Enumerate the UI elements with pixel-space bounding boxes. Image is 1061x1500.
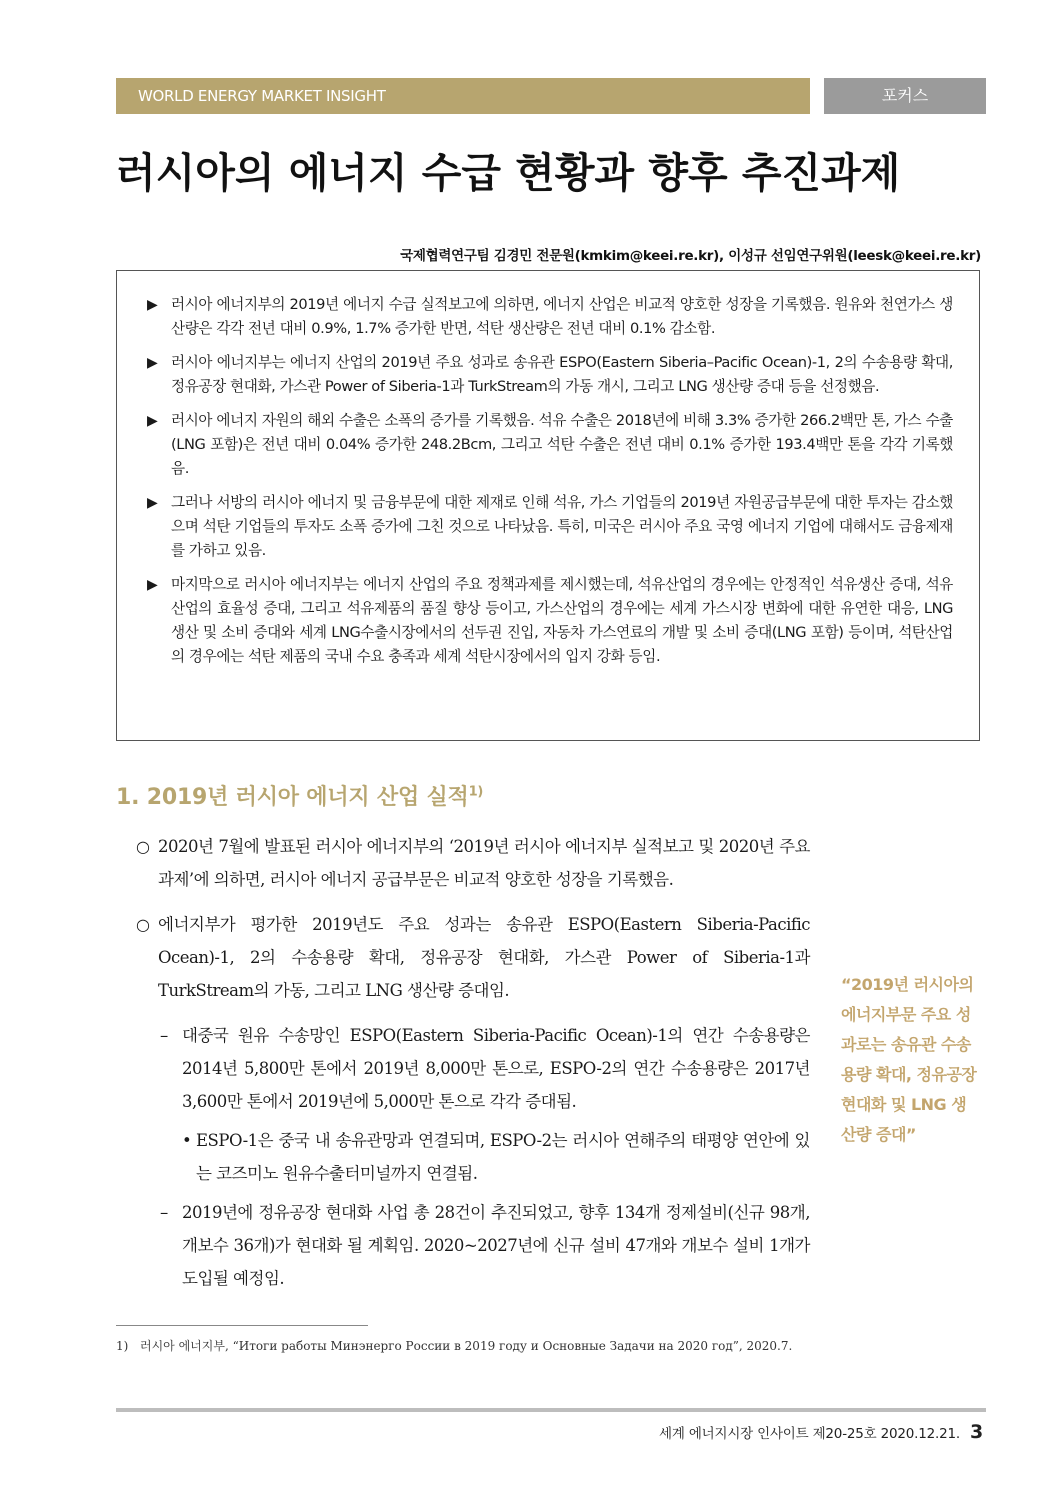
summary-item: ▶ 러시아 에너지부의 2019년 에너지 수급 실적보고에 의하면, 에너지 산업은 비교적 양호한 성장을 기록했음. 원유와 천연가스 생산량은 각각 전년 대비 0.9%, 1.7% 증가한 반면, 석탄 생산량은 전년 대비 0.1% 감소함.: [145, 293, 953, 341]
page-footer: [659, 1421, 983, 1443]
section-tag: 포커스: [824, 78, 986, 114]
author-line: 국제협력연구팀 김경민 전문원(kmkim@keei.re.kr), 이성규 선임연구위원(leesk@keei.re.kr): [400, 248, 981, 264]
triangle-bullet-icon: ▶: [147, 355, 158, 371]
footnote-divider: [116, 1325, 368, 1326]
summary-item: ▶ 러시아 에너지 자원의 해외 수출은 소폭의 증가를 기록했음. 석유 수출은 2018년에 비해 3.3% 증가한 266.2백만 톤, 가스 수출(LNG 포함)은 전년 대비 0.04% 증가한 248.2Bcm, 그리고 석탄 수출은 전년 대비 0.1% 증가한 193.4백만 톤을 각각 기록했음.: [145, 409, 953, 481]
body-text: [136, 830, 810, 1301]
summary-box: [116, 270, 980, 741]
sub-sub-item: • ESPO-1은 중국 내 송유관망과 연결되며, ESPO-2는 러시아 연해주의 태평양 연안에 있는 코즈미노 원유수출터미널까지 연결됨.: [136, 1124, 810, 1190]
triangle-bullet-icon: ▶: [147, 577, 158, 593]
paragraph: ○ 2020년 7월에 발표된 러시아 에너지부의 ‘2019년 러시아 에너지부 실적보고 및 2020년 주요 과제’에 의하면, 러시아 에너지 공급부문은 비교적 양호한 성장을 기록했음.: [136, 830, 810, 896]
series-banner: WORLD ENERGY MARKET INSIGHT: [116, 78, 810, 114]
pull-quote: “2019년 러시아의 에너지부문 주요 성과로는 송유관 수송용량 확대, 정유공장 현대화 및 LNG 생산량 증대”: [841, 975, 977, 1144]
footnote-number: 1): [116, 1339, 129, 1353]
footnote: [116, 1335, 810, 1357]
summary-item: ▶ 마지막으로 러시아 에너지부는 에너지 산업의 주요 정책과제를 제시했는데, 석유산업의 경우에는 안정적인 석유생산 증대, 석유산업의 효율성 증대, 그리고 석유제품의 품질 향상 등이고, 가스산업의 경우에는 세계 가스시장 변화에 대한 유연한 대응, LNG 생산 및 소비 증대와 세계 LNG수출시장에서의 선두권 진입, 자동차 가스연료의 개발 및 소비 증대(LNG 포함) 등이며, 석탄산업의 경우에는 석탄 제품의 국내 수요 충족과 세계 석탄시장에서의 입지 강화 등임.: [145, 573, 953, 669]
sub-item: – 대중국 원유 수송망인 ESPO(Eastern Siberia-Pacific Ocean)-1의 연간 수송용량은 2014년 5,800만 톤에서 2019년 8,000만 톤으로, ESPO-2의 연간 수송용량은 2017년 3,600만 톤에서 2019년에 5,000만 톤으로 각각 증대됨.: [136, 1019, 810, 1118]
triangle-bullet-icon: ▶: [147, 495, 158, 511]
sub-item: – 2019년에 정유공장 현대화 사업 총 28건이 추진되었고, 향후 134개 정제설비(신규 98개, 개보수 36개)가 현대화 될 계획임. 2020~2027년에 신규 설비 47개와 개보수 설비 1개가 도입될 예정임.: [136, 1196, 810, 1295]
triangle-bullet-icon: ▶: [147, 413, 158, 429]
page-number: 3: [969, 1421, 983, 1443]
footer-divider: [116, 1408, 986, 1412]
footnote-text: 러시아 에너지부, “Итоги работы Минэнерго России в 2019 году и Основные Задачи на 2020 год”, 2020.7.: [140, 1339, 793, 1353]
triangle-bullet-icon: ▶: [147, 297, 158, 313]
dash-marker: –: [160, 1203, 168, 1222]
publication-info: 세계 에너지시장 인사이트 제20-25호 2020.12.21.: [659, 1426, 960, 1442]
paragraph: ○ 에너지부가 평가한 2019년도 주요 성과는 송유관 ESPO(Eastern Siberia-Pacific Ocean)-1, 2의 수송용량 확대, 정유공장 현대화, 가스관 Power of Siberia-1과 TurkStream의 가동, 그리고 LNG 생산량 증대임.: [136, 908, 810, 1007]
footnote-ref: 1): [468, 784, 484, 800]
dot-bullet-icon: •: [182, 1131, 192, 1150]
section-heading: 1. 2019년 러시아 에너지 산업 실적$^{1)}$: [116, 784, 484, 810]
summary-item: ▶ 러시아 에너지부는 에너지 산업의 2019년 주요 성과로 송유관 ESPO(Eastern Siberia–Pacific Ocean)-1, 2의 수송용량 확대, 정유공장 현대화, 가스관 Power of Siberia-1과 TurkStream의 가동 개시, 그리고 LNG 생산량 증대 등을 선정했음.: [145, 351, 953, 399]
circle-bullet-icon: ○: [136, 915, 150, 934]
circle-bullet-icon: ○: [136, 837, 150, 856]
summary-item: ▶ 그러나 서방의 러시아 에너지 및 금융부문에 대한 제재로 인해 석유, 가스 기업들의 2019년 자원공급부문에 대한 투자는 감소했으며 석탄 기업들의 투자도 소폭 증가에 그친 것으로 나타났음. 특히, 미국은 러시아 주요 국영 에너지 기업에 대해서도 금융제재를 가하고 있음.: [145, 491, 953, 563]
dash-marker: –: [160, 1026, 168, 1045]
page-title: 러시아의 에너지 수급 현황과 향후 추진과제: [116, 149, 901, 197]
